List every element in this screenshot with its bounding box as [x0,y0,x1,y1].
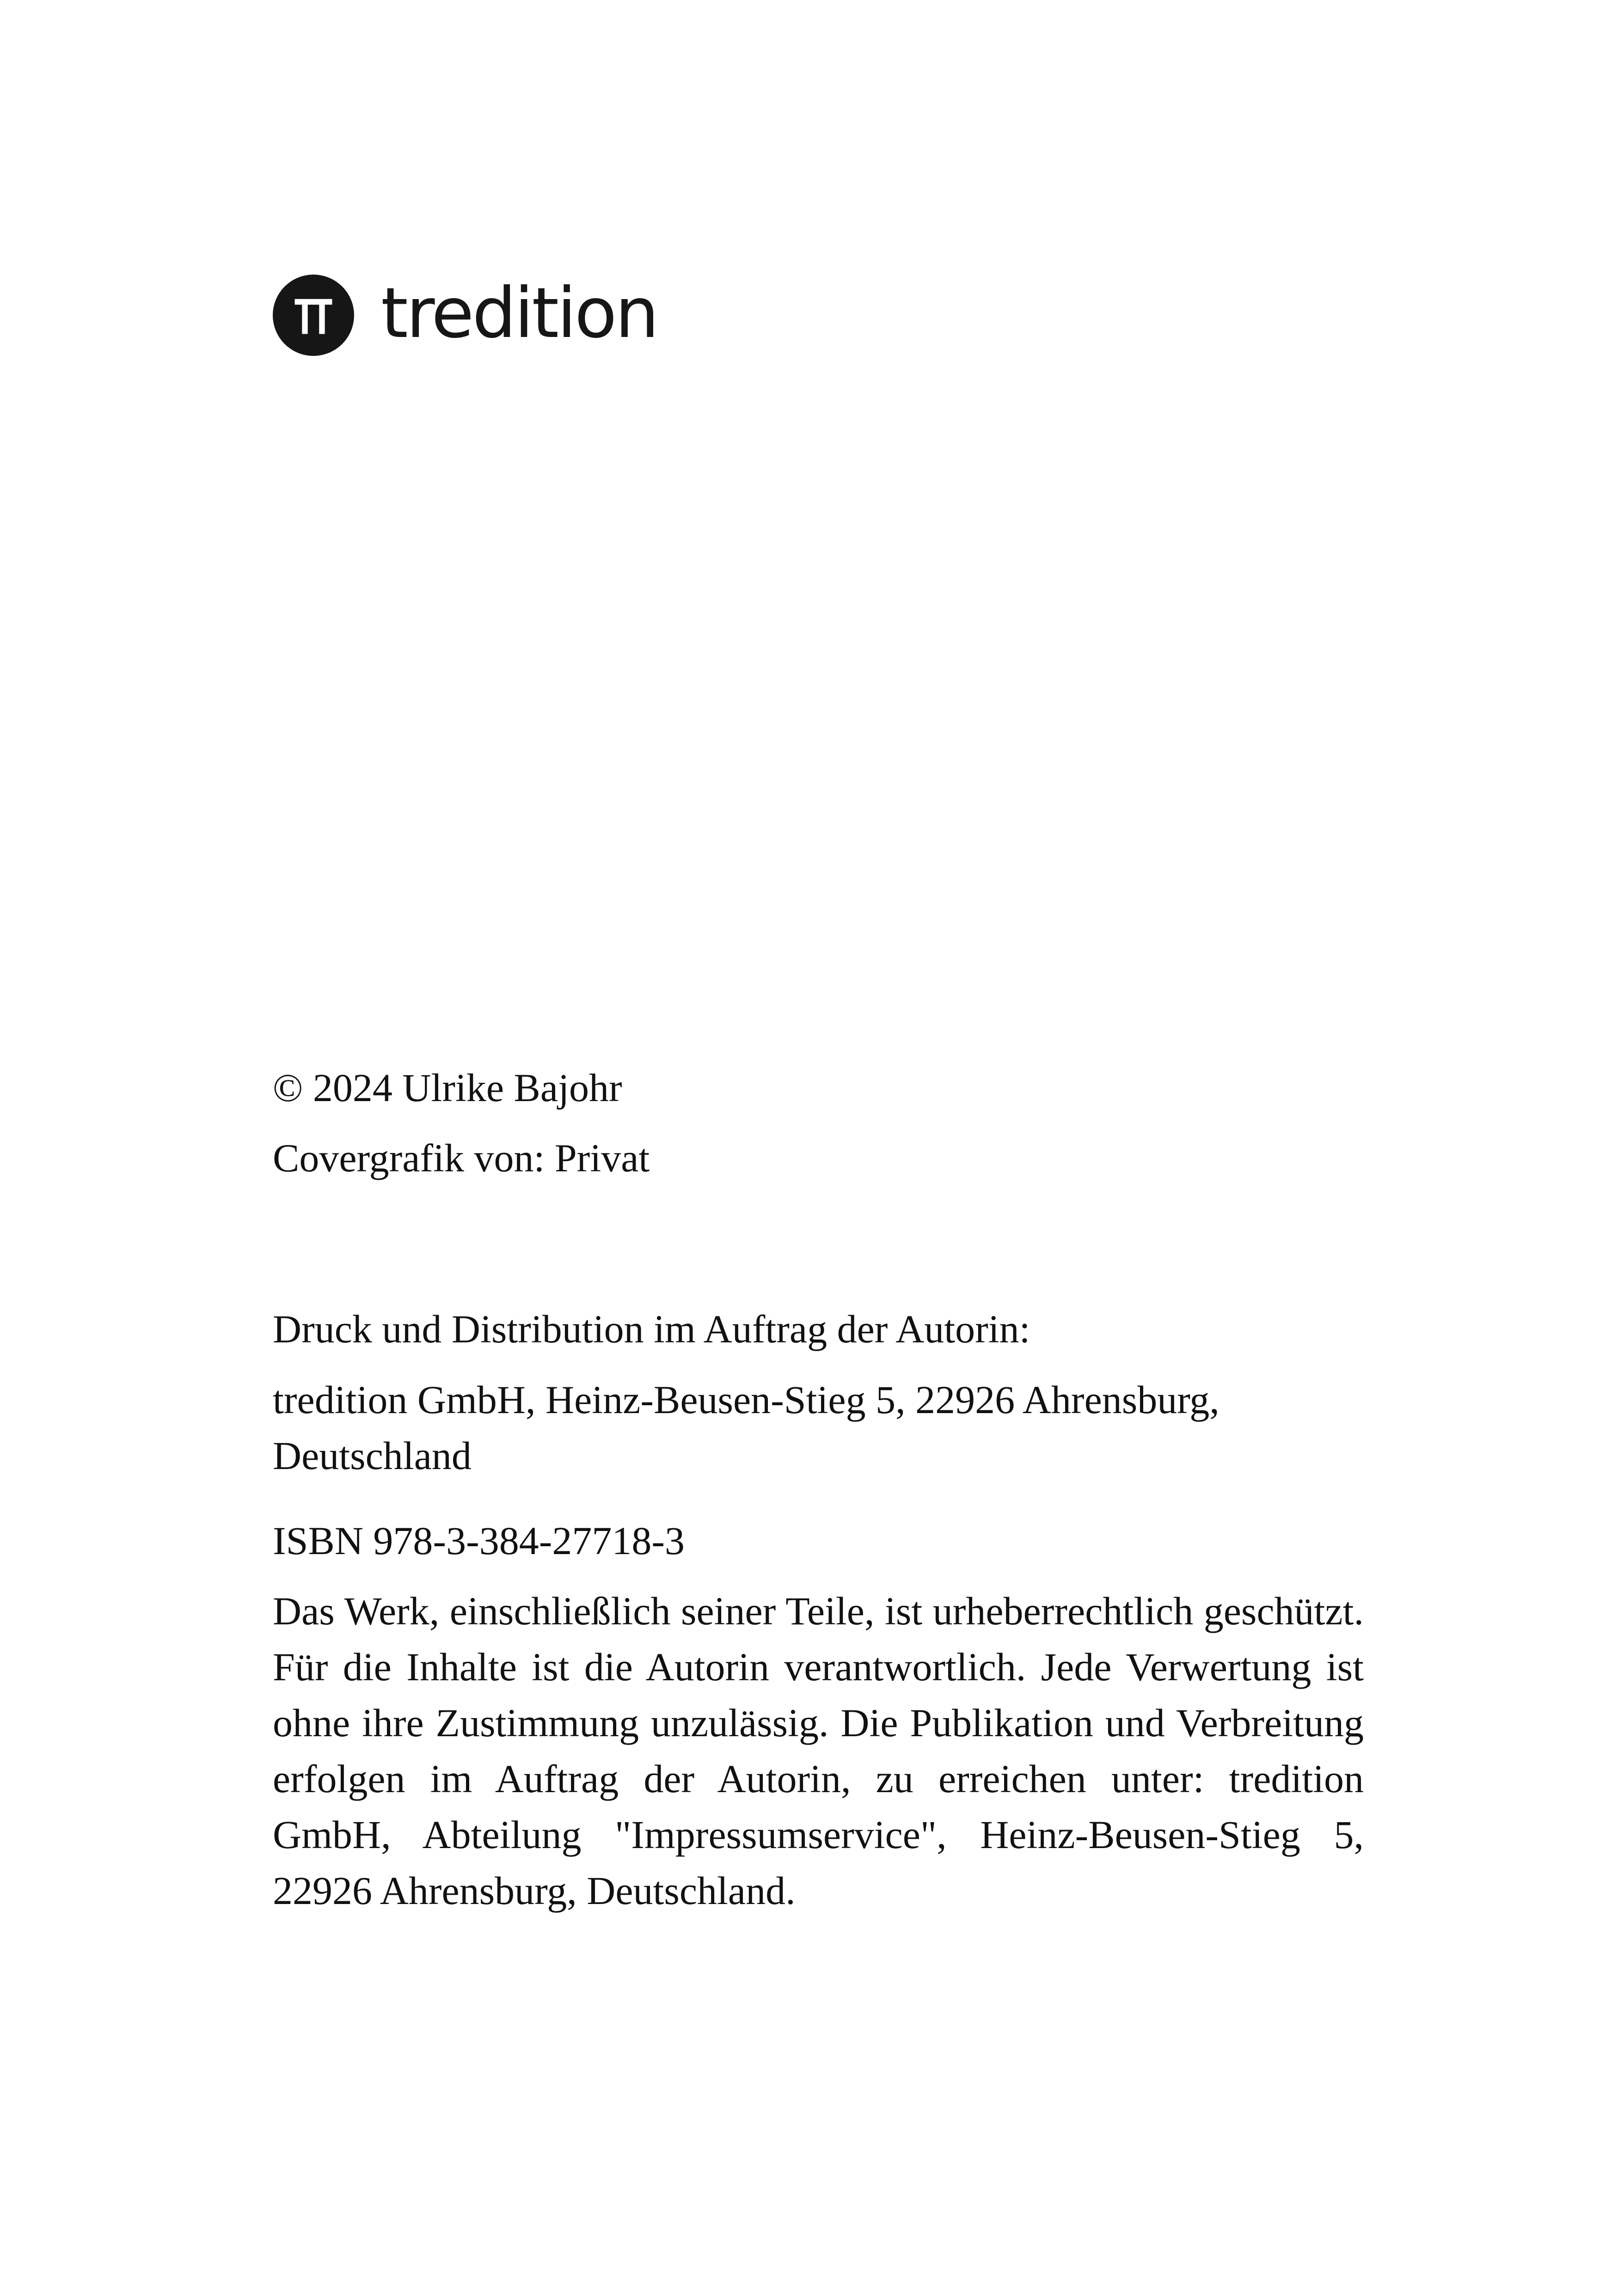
logo-wordmark: tredition [381,273,657,354]
cover-credit: Covergrafik von: Privat [273,1136,650,1180]
isbn-line: ISBN 978-3-384-27718-3 [273,1518,685,1563]
copyright-line: © 2024 Ulrike Bajohr [273,1065,622,1110]
publisher-address: tredition GmbH, Heinz-Beusen-Stieg 5, 22926 Ahrensburg, Deutschland [273,1378,1220,1478]
print-distribution-label: Druck und Distribution im Auftrag der Autorin: [273,1307,1030,1351]
tredition-logo [273,274,657,357]
copyright-notice: Das Werk, einschließlich seiner Teile, ist urheberrechtlich geschützt. Für die Inhalte ist die Autorin verantwortlich. Jede Verwertung ist ohne ihre Zustimmung unzulässig. Die Publikation und Verbreitung erfolgen im Auftrag der Autorin, zu erreichen unter: tredition GmbH, Abteilung "Impressumservice", Heinz-Beusen-Stieg 5, 22926 Ahrensburg, Deutschland. [273,1589,1364,1913]
tredition-t-logo-icon [273,275,354,356]
